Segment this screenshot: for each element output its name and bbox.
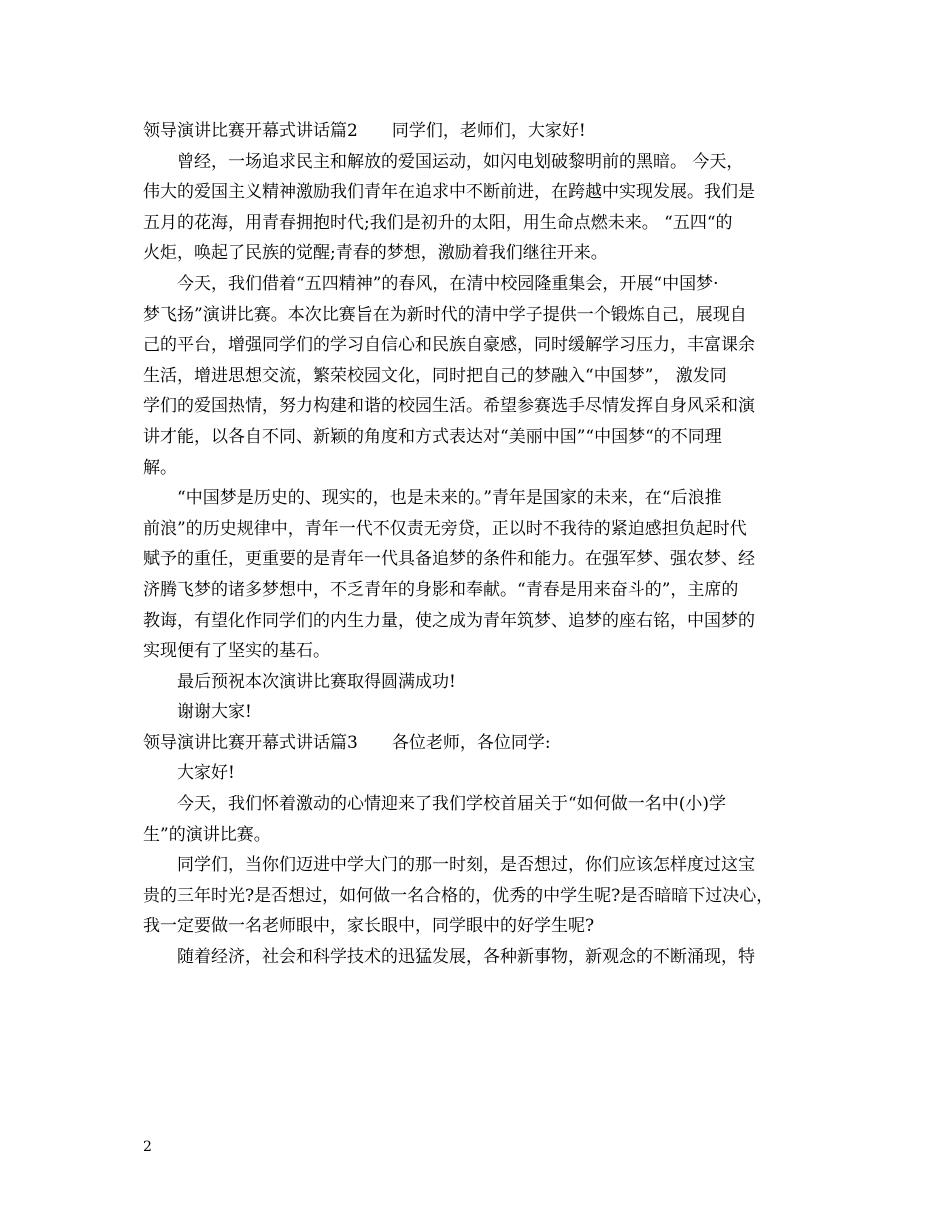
page-number: 2 <box>143 1139 152 1155</box>
text-line: 伟大的爱国主义精神激励我们青年在追求中不断前进，在跨越中实现发展。我们是 <box>143 182 755 203</box>
text-line: 教诲，有望化作同学们的内生力量，使之成为青年筑梦、追梦的座右铭，中国梦的 <box>143 610 755 631</box>
document-body <box>143 116 813 973</box>
text-line: 今天，我们怀着激动的心情迎来了我们学校首届关于“如何做一名中(小)学 <box>177 794 726 815</box>
text-line: 领导演讲比赛开幕式讲话篇2 同学们，老师们，大家好! <box>143 121 586 141</box>
text-line: 谢谢大家! <box>177 702 252 723</box>
text-line: 今天，我们借着“五四精神”的春风，在清中校园隆重集会，开展“中国梦· <box>177 273 719 294</box>
text-line: 同学们，当你们迈进中学大门的那一时刻，是否想过，你们应该怎样度过这宝 <box>177 855 755 876</box>
text-line: 生”的演讲比赛。 <box>143 824 271 845</box>
text-line: 随着经济，社会和科学技术的迅猛发展，各种新事物，新观念的不断涌现，特 <box>177 947 755 968</box>
text-line: 梦飞扬”演讲比赛。本次比赛旨在为新时代的清中学子提供一个锻炼自己，展现自 <box>143 304 747 325</box>
text-line: 济腾飞梦的诸多梦想中，不乏青年的身影和奉献。“青春是用来奋斗的”，主席的 <box>143 579 739 600</box>
text-line: 曾经，一场追求民主和解放的爱国运动，如闪电划破黎明前的黑暗。 今天， <box>177 151 744 172</box>
text-line: 我一定要做一名老师眼中，家长眼中，同学眼中的好学生呢? <box>143 916 595 937</box>
text-line: 五月的花海，用青春拥抱时代;我们是初升的太阳，用生命点燃未来。 “五四“的 <box>143 212 733 233</box>
text-line: 解。 <box>143 457 177 478</box>
text-line: 实现便有了坚实的基石。 <box>143 641 330 662</box>
text-line: 己的平台，增强同学们的学习自信心和民族自豪感，同时缓解学习压力，丰富课余 <box>143 335 755 356</box>
text-line: 生活，增进思想交流，繁荣校园文化，同时把自己的梦融入“中国梦”， 激发同 <box>143 365 727 386</box>
text-line: 贵的三年时光?是否想过，如何做一名合格的，优秀的中学生呢?是否暗暗下过决心， <box>143 885 774 906</box>
text-line: 学们的爱国热情，努力构建和谐的校园生活。希望参赛选手尽情发挥自身风采和演 <box>143 396 755 417</box>
text-line: 火炬，唤起了民族的觉醒;青春的梦想，激励着我们继往开来。 <box>143 243 608 264</box>
text-line: 大家好! <box>177 763 235 784</box>
text-line: 讲才能，以各自不同、新颖的角度和方式表达对“美丽中国”“中国梦“的不同理 <box>143 426 722 447</box>
text-line: 最后预祝本次演讲比赛取得圆满成功! <box>177 671 456 692</box>
text-line: “中国梦是历史的、现实的，也是未来的。”青年是国家的未来，在“后浪推 <box>177 488 722 509</box>
text-line: 前浪”的历史规律中，青年一代不仅责无旁贷，正以时不我待的紧迫感担负起时代 <box>143 518 747 539</box>
text-line: 赋予的重任，更重要的是青年一代具备追梦的条件和能力。在强军梦、强农梦、经 <box>143 549 755 570</box>
text-line: 领导演讲比赛开幕式讲话篇3 各位老师，各位同学: <box>143 732 551 753</box>
